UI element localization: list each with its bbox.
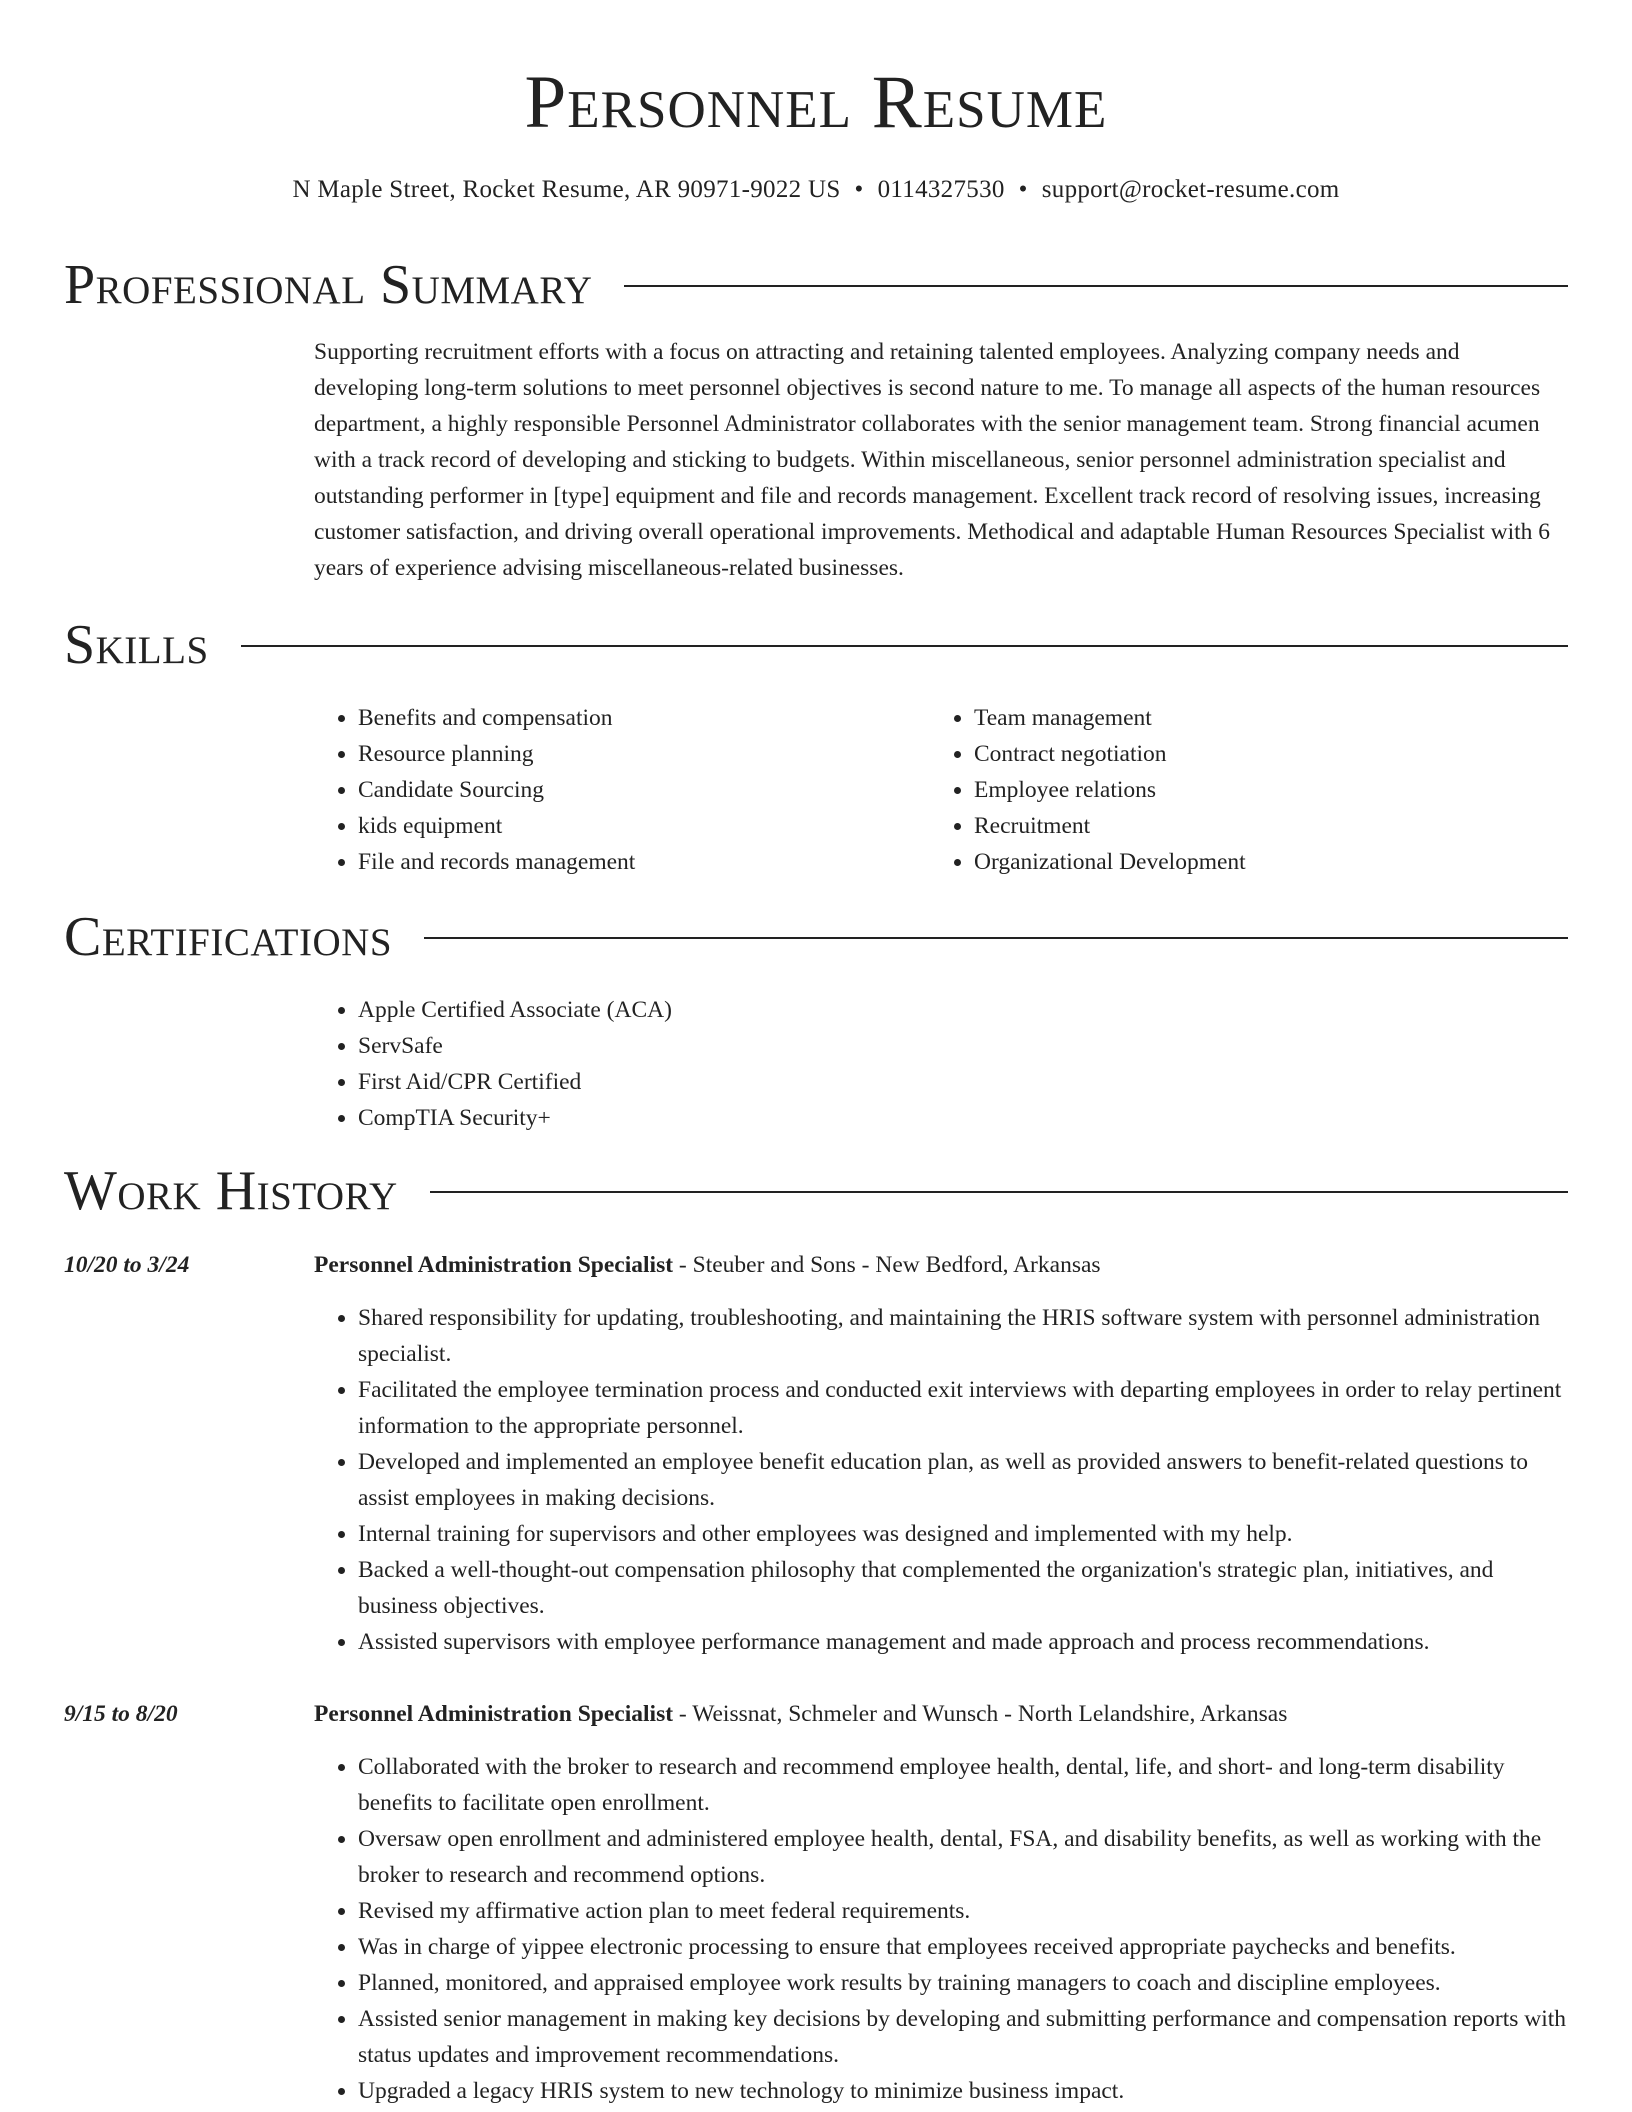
job-bullet-list [314, 1749, 1568, 2109]
summary-section-header [64, 250, 1568, 320]
skill-item: • kids equipment [358, 808, 914, 844]
certification-item: • ServSafe [358, 1028, 1568, 1064]
section-divider [624, 285, 1568, 287]
section-divider [430, 1191, 1568, 1193]
skills-list-left [314, 700, 914, 880]
certification-item: • Apple Certified Associate (ACA) [358, 992, 1568, 1028]
skill-item: • File and records management [358, 844, 914, 880]
job-dates: 10/20 to 3/24 [64, 1252, 190, 1278]
contact-separator: • [1018, 176, 1028, 203]
job-bullet-list [314, 1300, 1568, 1660]
skills-list-right [930, 700, 1530, 880]
certification-item: • CompTIA Security+ [358, 1100, 1568, 1136]
certifications-heading: Certifications [64, 906, 393, 968]
section-divider [424, 937, 1568, 939]
job-title-line [314, 1696, 1568, 1732]
job-role: Personnel Administration Specialist [314, 1252, 674, 1278]
skill-item: • Team management [974, 700, 1530, 736]
resume-title: Personnel Resume [524, 61, 1108, 144]
certifications-list [314, 992, 1568, 1136]
skill-item: • Benefits and compensation [358, 700, 914, 736]
skill-item: • Candidate Sourcing [358, 772, 914, 808]
job-bullet: • Upgraded a legacy HRIS system to new technology to minimize business impact. [358, 2073, 1568, 2109]
skill-item: • Resource planning [358, 736, 914, 772]
certification-item: • First Aid/CPR Certified [358, 1064, 1568, 1100]
section-divider [241, 645, 1568, 647]
job-bullet: • Facilitated the employee termination process and conducted exit interviews with departing employees in order to relay pertinent information to the appropriate personnel. [358, 1372, 1568, 1444]
job-bullet: • Backed a well-thought-out compensation philosophy that complemented the organization's strategic plan, initiatives, and business objectives. [358, 1552, 1568, 1624]
job-bullet: • Assisted senior management in making key decisions by developing and submitting performance and compensation reports with status updates and improvement recommendations. [358, 2001, 1568, 2073]
contact-email: support@rocket-resume.com [1041, 176, 1340, 203]
contact-phone: 0114327530 [877, 176, 1005, 203]
skills-section-header [64, 610, 1568, 680]
skill-item: • Recruitment [974, 808, 1530, 844]
summary-heading: Professional Summary [64, 254, 593, 316]
job-employer: - Steuber and Sons - New Bedford, Arkansas [673, 1252, 1101, 1278]
job-bullet: • Was in charge of yippee electronic processing to ensure that employees received appropriate paychecks and benefits. [358, 1929, 1568, 1965]
contact-address: N Maple Street, Rocket Resume, AR 90971-9022 US [292, 176, 841, 203]
job-employer: - Weissnat, Schmeler and Wunsch - North Lelandshire, Arkansas [673, 1701, 1288, 1727]
job-bullet: • Shared responsibility for updating, troubleshooting, and maintaining the HRIS software system with personnel administration specialist. [358, 1300, 1568, 1372]
job-bullet: • Internal training for supervisors and other employees was designed and implemented with my help. [358, 1516, 1568, 1552]
work-history-section-header [64, 1156, 1568, 1226]
contact-line [0, 172, 1632, 208]
contact-separator: • [854, 176, 864, 203]
skill-item: • Contract negotiation [974, 736, 1530, 772]
skills-heading: Skills [64, 614, 209, 676]
job-title-line [314, 1247, 1568, 1283]
job-role: Personnel Administration Specialist [314, 1701, 674, 1727]
job-bullet: • Assisted supervisors with employee performance management and made approach and process recommendations. [358, 1624, 1568, 1660]
skill-item: • Employee relations [974, 772, 1530, 808]
job-bullet: • Collaborated with the broker to research and recommend employee health, dental, life, and short- and long-term disability benefits to facilitate open enrollment. [358, 1749, 1568, 1821]
job-bullet: • Oversaw open enrollment and administered employee health, dental, FSA, and disability benefits, as well as working with the broker to research and recommend options. [358, 1821, 1568, 1893]
job-bullet: • Revised my affirmative action plan to meet federal requirements. [358, 1893, 1568, 1929]
certifications-section-header [64, 902, 1568, 972]
summary-text: Supporting recruitment efforts with a focus on attracting and retaining talented employees. Analyzing company needs and developing long-term solutions to meet personnel objectives is second nature to me. To manage all aspects of the human resources department, a highly responsible Personnel Administrator collaborates with the senior management team. Strong financial acumen with a track record of developing and sticking to budgets. Within miscellaneous, senior personnel administration specialist and outstanding performer in [type] equipment and file and records management. Excellent track record of resolving issues, increasing customer satisfaction, and driving overall operational improvements. Methodical and adaptable Human Resources Specialist with 6 years of experience advising miscellaneous-related businesses. [314, 339, 1551, 581]
job-bullet: • Planned, monitored, and appraised employee work results by training managers to coach and discipline employees. [358, 1965, 1568, 2001]
job-bullet: • Developed and implemented an employee benefit education plan, as well as provided answers to benefit-related questions to assist employees in making decisions. [358, 1444, 1568, 1516]
job-dates: 9/15 to 8/20 [64, 1701, 178, 1727]
skill-item: • Organizational Development [974, 844, 1530, 880]
work-history-heading: Work History [64, 1160, 398, 1222]
